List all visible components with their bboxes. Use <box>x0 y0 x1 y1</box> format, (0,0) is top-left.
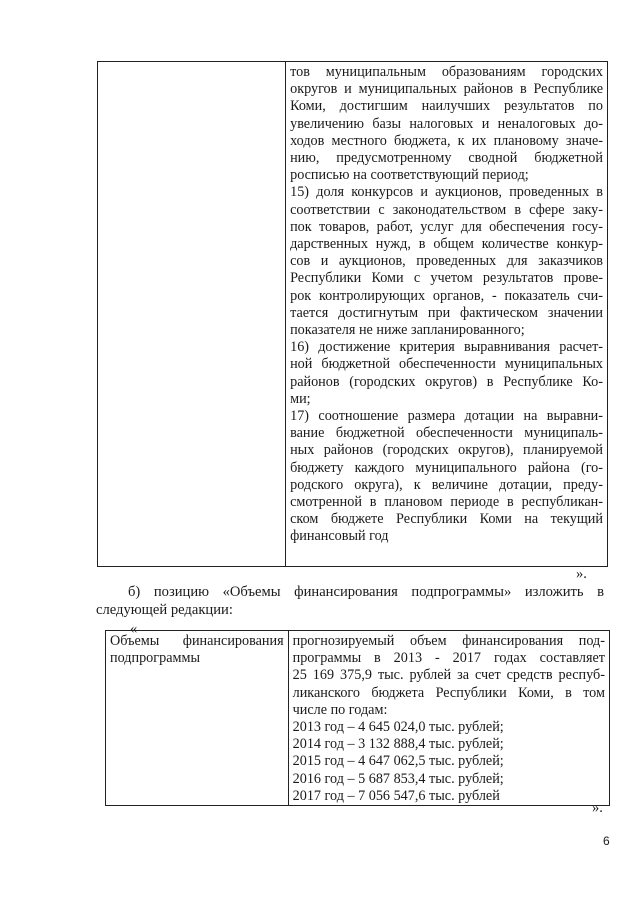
table1-right-cell <box>286 62 608 567</box>
text-line: 2014 год – 3 132 888,4 тыс. рублей; <box>292 736 504 753</box>
paragraph-b: б) позицию «Объемы финансирования подпрограммы» изложить в следующей редакции: <box>96 584 604 618</box>
table2-left-cell <box>106 631 289 806</box>
text-line: ной бюджетной обеспеченности муниципальных <box>290 356 603 373</box>
text-line: 2016 год – 5 687 853,4 тыс. рублей; <box>292 770 504 787</box>
text-line: нию, предусмотренному сводной бюджетной <box>290 150 603 167</box>
text-line: 16) достижение критерия выравнивания расчет- <box>290 339 603 356</box>
text-line: тов муниципальным образованиям городских <box>290 64 603 80</box>
table-subprogram-indicators <box>97 61 608 567</box>
text-line: соответствии с законодательством в сфере заку- <box>290 201 603 218</box>
text-line: 15) доля конкурсов и аукционов, проведенных в <box>290 184 603 201</box>
text-line: районов (городских округов) в Республике Ко- <box>290 373 603 390</box>
text-line: округов и муниципальных районов в Республике <box>290 81 603 98</box>
text-line: 17) соотношение размера дотации на выравни- <box>290 408 603 425</box>
text-line: ском бюджете Республики Коми на текущий <box>290 511 603 528</box>
text-line: прогнозируемый объем финансирования под- <box>292 633 605 649</box>
text-line: увеличению базы налоговых и неналоговых до- <box>290 115 603 132</box>
table-financing <box>105 630 610 806</box>
text-line: росписью на соответствующий период; <box>290 167 529 184</box>
text-line: Коми, достигшим наилучших результатов по <box>290 98 603 115</box>
text-line: сов и аукционов, проведенных для заказчиков <box>290 253 603 270</box>
text-line: ходов местного бюджета, к их плановому значе- <box>290 132 603 149</box>
text-line: вание бюджетной обеспеченности муниципаль- <box>290 425 603 442</box>
text-line: смотренной в плановом периоде в республикан- <box>290 494 603 511</box>
text-line: 2017 год – 7 056 547,6 тыс. рублей <box>292 787 500 804</box>
text-line: пок товаров, работ, услуг для обеспечения госу- <box>290 218 603 235</box>
text-line: 2015 год – 4 647 062,5 тыс. рублей; <box>292 753 504 770</box>
text-line: 25 169 375,9 тыс. рублей за счет средств респуб- <box>292 667 605 684</box>
table2-text <box>293 633 605 805</box>
table2-right-cell <box>288 631 609 806</box>
close-quote-1: ». <box>576 566 587 582</box>
text-line: дарственных нужд, в общем количестве конкур- <box>290 236 603 253</box>
text-line: бюджету каждого муниципального района (го- <box>290 459 603 476</box>
text-line: финансовый год <box>290 528 389 545</box>
text-line: показателя не ниже запланированного; <box>290 322 525 339</box>
text-line: ликанского бюджета Республики Коми, в том <box>292 684 605 701</box>
financing-label: Объемы финансирования подпрограммы <box>110 633 284 667</box>
open-quote: « <box>130 621 138 637</box>
text-line: 2013 год – 4 645 024,0 тыс. рублей; <box>292 719 504 736</box>
text-line: ми; <box>290 390 311 407</box>
page-number: 6 <box>603 834 610 848</box>
close-quote-2: ». <box>592 800 603 816</box>
text-line: родского округа), к величине дотации, преду- <box>290 476 603 493</box>
table1-left-cell <box>98 62 286 567</box>
text-line: числе по годам: <box>292 701 388 718</box>
text-line: Республики Коми с учетом результатов прове- <box>290 270 603 287</box>
text-line: ных районов (городских округов), планируемой <box>290 442 603 459</box>
text-line: тается достигнутым при фактическом значении <box>290 304 603 321</box>
text-line: программы в 2013 - 2017 годах составляет <box>292 650 605 667</box>
table1-text <box>290 64 603 546</box>
text-line: рок контролирующих органов, - показатель счи- <box>290 287 603 304</box>
